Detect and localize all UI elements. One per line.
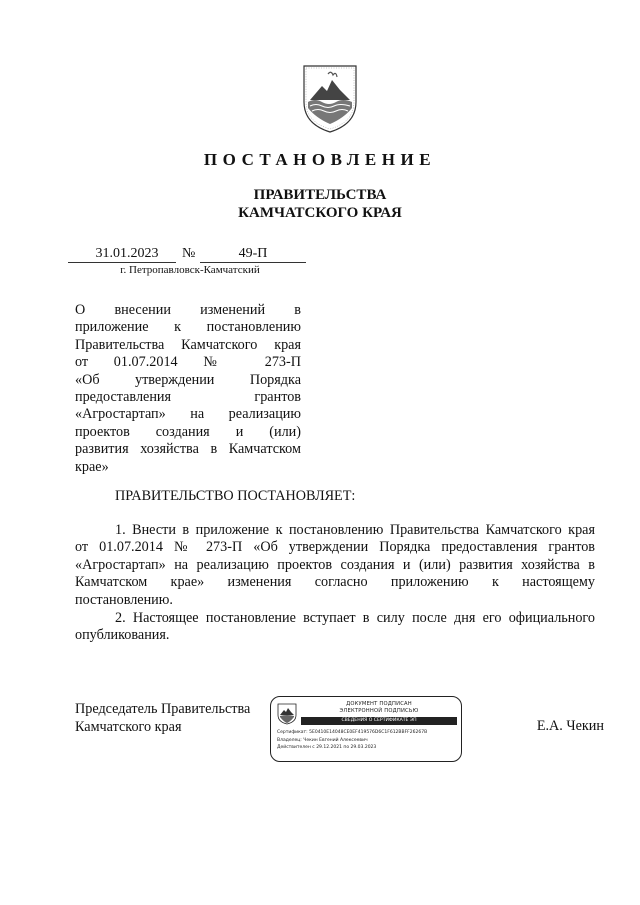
stamp-certificate: Сертификат: 5E0410E14048CE0EF419576D6C1F612BBFF26267B bbox=[277, 730, 428, 735]
stamp-title bbox=[301, 701, 457, 715]
paragraph-line: 2. Настоящее постановление вступает в силу после дня его официального bbox=[115, 610, 595, 626]
subject-line: развития хозяйства в Камчатском bbox=[75, 441, 301, 458]
document-number: 49-П bbox=[238, 246, 268, 261]
signatory-name: Е.А. Чекин bbox=[536, 718, 604, 734]
paragraph-line: Камчатском крае» изменения согласно приложению к настоящему bbox=[75, 574, 595, 591]
stamp-title-line-1: ДОКУМЕНТ ПОДПИСАН bbox=[346, 701, 412, 707]
subject-line: предоставления грантов bbox=[75, 389, 301, 406]
signatory-title-line-2: Камчатского края bbox=[75, 719, 182, 735]
stamp-crest-icon bbox=[277, 703, 297, 725]
date-underline bbox=[68, 262, 176, 263]
paragraph-line: опубликования. bbox=[75, 627, 170, 644]
subject-line: крае» bbox=[75, 458, 109, 475]
decree-statement: ПРАВИТЕЛЬСТВО ПОСТАНОВЛЯЕТ: bbox=[115, 488, 356, 504]
subject-line: от 01.07.2014 № 273-П bbox=[75, 354, 301, 371]
paragraph-line: 1. Внести в приложение к постановлению Правительства Камчатского края bbox=[115, 522, 595, 538]
stamp-owner: Владелец: Чекин Евгений Алексеевич bbox=[277, 737, 368, 743]
paragraph-1 bbox=[75, 522, 595, 609]
coat-of-arms-icon bbox=[300, 62, 360, 134]
stamp-certificate-header: СВЕДЕНИЯ О СЕРТИФИКАТЕ ЭП bbox=[301, 717, 457, 725]
document-type-title: ПОСТАНОВЛЕНИЕ bbox=[203, 150, 437, 169]
paragraph-line: от 01.07.2014 № 273-П «Об утверждении Порядка предоставления грантов bbox=[75, 539, 595, 556]
paragraph-2 bbox=[75, 610, 595, 645]
authority-line-2: КАМЧАТСКОГО КРАЯ bbox=[238, 205, 402, 221]
subject-line: «Агростартап» на реализацию bbox=[75, 406, 301, 423]
electronic-signature-stamp bbox=[270, 696, 462, 762]
signatory-title bbox=[75, 700, 250, 736]
issuing-authority bbox=[0, 186, 640, 222]
signatory-title-line-1: Председатель Правительства bbox=[75, 701, 251, 717]
subject-line: проектов создания и (или) bbox=[75, 423, 301, 440]
subject-line: «Об утверждении Порядка bbox=[75, 371, 301, 388]
subject-line: О внесении изменений в bbox=[75, 302, 301, 318]
paragraph-line: постановлению. bbox=[75, 591, 173, 608]
document-subject bbox=[75, 302, 301, 476]
number-underline bbox=[200, 262, 306, 263]
issue-city: г. Петропавловск-Камчатский bbox=[120, 264, 260, 276]
number-sign: № bbox=[182, 246, 196, 261]
subject-line: приложение к постановлению bbox=[75, 319, 301, 336]
document-date: 31.01.2023 bbox=[95, 246, 159, 261]
authority-line-1: ПРАВИТЕЛЬСТВА bbox=[253, 187, 387, 203]
stamp-details bbox=[277, 729, 457, 752]
stamp-validity: Действителен с 29.12.2021 по 29.03.2023 bbox=[277, 745, 377, 750]
stamp-title-line-2: ЭЛЕКТРОННОЙ ПОДПИСЬЮ bbox=[339, 708, 419, 714]
subject-line: Правительства Камчатского края bbox=[75, 336, 301, 353]
paragraph-line: «Агростартап» на реализацию проектов создания и (или) развития хозяйства в bbox=[75, 556, 595, 573]
